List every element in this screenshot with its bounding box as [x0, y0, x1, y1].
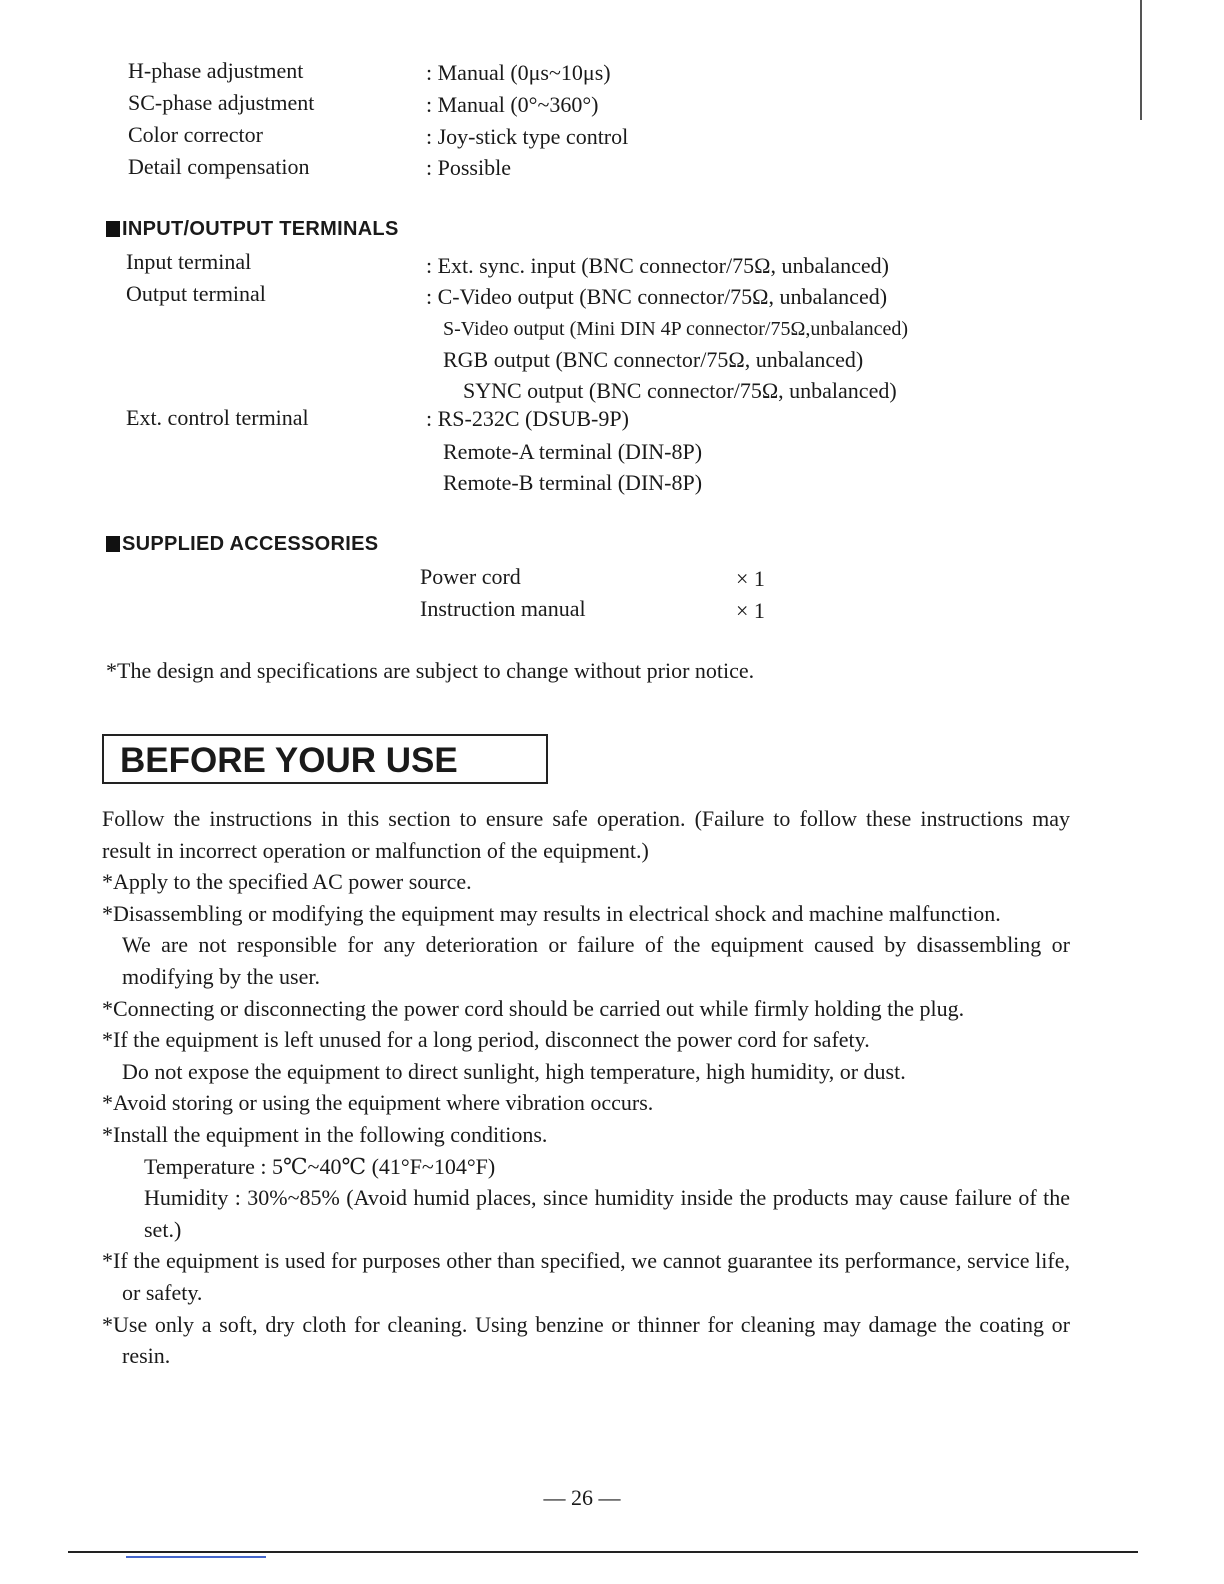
instruction-item: *Avoid storing or using the equipment where vibration occurs.: [102, 1090, 654, 1116]
instruction-item: *Apply to the specified AC power source.: [102, 869, 472, 895]
accessory-qty: × 1: [736, 566, 765, 591]
spec-label-color-corrector: Color corrector: [128, 122, 263, 147]
footer-accent-rule: [126, 1556, 266, 1558]
io-ext-value-3: Remote-B terminal (DIN-8P): [443, 470, 703, 495]
io-ext-label: Ext. control terminal: [126, 405, 309, 430]
footer-rule: [68, 1551, 1138, 1553]
instruction-item: *Disassembling or modifying the equipment may results in electrical shock and machine malfunction.: [102, 900, 1001, 926]
accessory-name: Instruction manual: [420, 596, 586, 621]
instruction-subtext: We are not responsible for any deterioration or failure of the equipment caused by disassembling or modifying by the user.: [122, 932, 1070, 989]
temperature-condition: Temperature : 5℃~40℃ (41°F~104°F): [144, 1153, 496, 1179]
spec-label-sc-phase: SC-phase adjustment: [128, 90, 315, 115]
spec-label-h-phase: H-phase adjustment: [128, 58, 304, 83]
io-heading: INPUT/OUTPUT TERMINALS: [106, 218, 399, 241]
io-output-value-2: S-Video output (Mini DIN 4P connector/75Ω,unbalanced): [443, 318, 909, 340]
notice: *The design and specifications are subject to change without prior notice.: [106, 658, 755, 683]
io-output-value-4: SYNC output (BNC connector/75Ω, unbalanced): [463, 378, 897, 403]
io-ext-value-1: : RS-232C (DSUB-9P): [426, 406, 629, 431]
before-use-body: [102, 803, 1070, 1372]
io-ext-value-2: Remote-A terminal (DIN-8P): [443, 439, 703, 464]
io-output-value-1: : C-Video output (BNC connector/75Ω, unbalanced): [426, 284, 888, 309]
accessories-heading: SUPPLIED ACCESSORIES: [106, 533, 378, 556]
spec-label-detail: Detail compensation: [128, 154, 310, 179]
accessory-name: Power cord: [420, 564, 521, 589]
bullet-square-icon: [106, 221, 120, 237]
accessory-qty: × 1: [736, 598, 765, 623]
instruction-item: *If the equipment is used for purposes other than specified, we cannot guarantee its performance, service life, or safety.: [102, 1248, 1070, 1305]
section-title: BEFORE YOUR USE: [102, 734, 548, 784]
instruction-item: *Install the equipment in the following conditions.: [102, 1121, 548, 1147]
io-input-value: : Ext. sync. input (BNC connector/75Ω, unbalanced): [426, 253, 889, 278]
io-input-label: Input terminal: [126, 249, 252, 274]
humidity-condition: Humidity : 30%~85% (Avoid humid places, since humidity inside the products may cause failure of the set.): [144, 1185, 1070, 1242]
bullet-square-icon: [106, 536, 120, 552]
page-number: — 26 —: [543, 1485, 621, 1510]
intro-paragraph: Follow the instructions in this section to ensure safe operation. (Failure to follow these instructions may result in incorrect operation or malfunction of the equipment.): [102, 806, 1070, 863]
spec-value-detail: : Possible: [426, 155, 511, 180]
instruction-item: *Use only a soft, dry cloth for cleaning. Using benzine or thinner for cleaning may damage the coating or resin.: [102, 1311, 1070, 1369]
instruction-subtext: Do not expose the equipment to direct sunlight, high temperature, high humidity, or dust.: [122, 1058, 906, 1084]
spec-value-color-corrector: : Joy-stick type control: [426, 124, 629, 149]
spec-value-h-phase: : Manual (0μs~10μs): [426, 60, 611, 85]
io-output-value-3: RGB output (BNC connector/75Ω, unbalanced): [443, 347, 864, 372]
instruction-item: *If the equipment is left unused for a long period, disconnect the power cord for safety.: [102, 1027, 870, 1053]
spec-value-sc-phase: : Manual (0°~360°): [426, 92, 599, 117]
instruction-item: *Connecting or disconnecting the power cord should be carried out while firmly holding the plug.: [102, 995, 965, 1021]
margin-line: [1140, 0, 1142, 120]
io-output-label: Output terminal: [126, 281, 266, 306]
